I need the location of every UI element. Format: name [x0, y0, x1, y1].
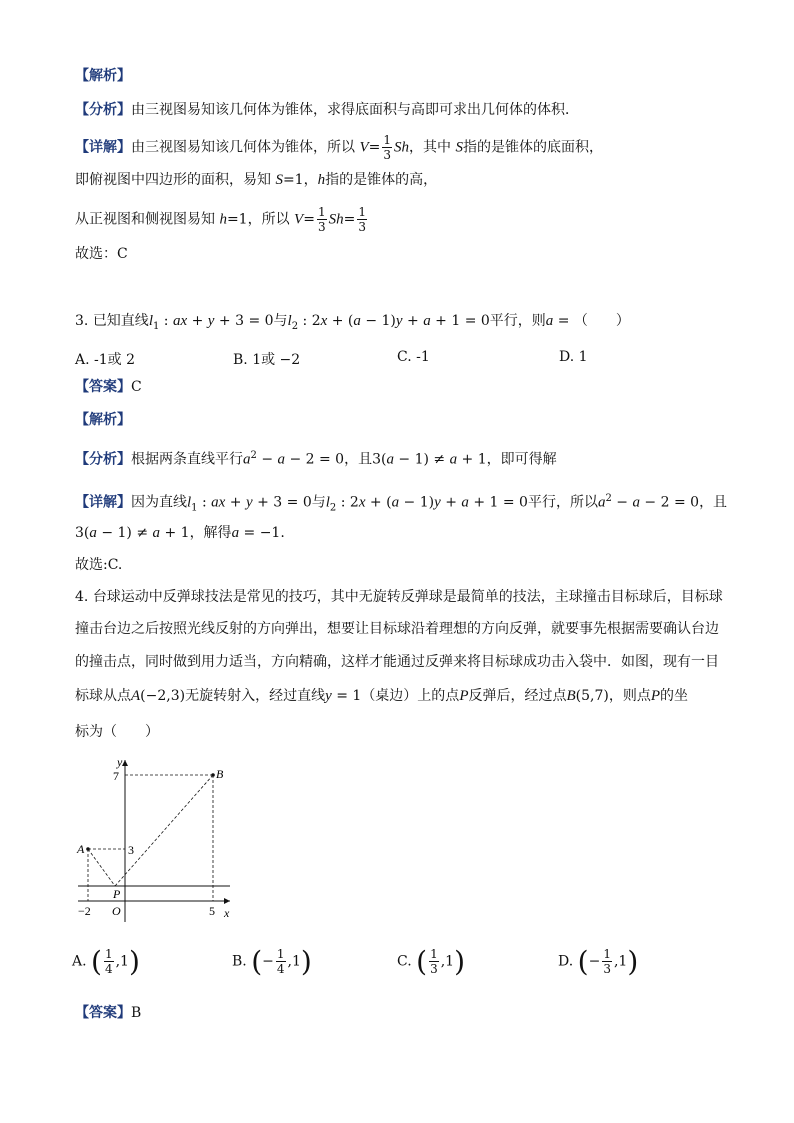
q4-option-d: D. (− $\frac{1}{3}$ ,1) [558, 945, 639, 978]
point-b-label: B [216, 767, 224, 781]
tick-label-5: 5 [209, 904, 215, 918]
reflected-path [115, 775, 213, 886]
q3-option-a: A. -1或 2 [75, 352, 136, 368]
x-axis-label: x [224, 906, 230, 920]
q3-option-c: C. -1 [397, 349, 430, 365]
q4-reflection-figure [70, 752, 240, 927]
q3-option-b: B. 1或 −2 [233, 352, 301, 368]
q4-text-line-3: 的撞击点，同时做到用力适当，方向精确，这样才能通过反弹来将目标球成功击入袋中．如图，现有一目 [75, 654, 719, 670]
q2-detail-line-1: 【详解】由三视图易知该几何体为锥体，所以 V= $\frac{1}{3}$ Sh，其中 S指的是锥体的底面积， [75, 133, 603, 162]
q3-option-d: D. 1 [559, 349, 588, 365]
q4-text-line-5: 标为（ ） [75, 724, 159, 740]
q2-detail-line-2: 即俯视图中四边形的面积，易知 S=1，h指的是锥体的高， [75, 172, 438, 188]
q4-text-line-4: 标球从点A(−2,3)无旋转射入，经过直线y = 1（桌边）上的点P反弹后，经过点B(5,7)，则点P的坐 [75, 688, 689, 704]
tick-label-neg2: −2 [78, 904, 91, 918]
incident-path [88, 849, 115, 886]
q3-answer: 【答案】C [75, 379, 142, 395]
y-axis-label: y [117, 755, 123, 769]
point-b-dot [211, 773, 215, 777]
q4-option-b: B. (− $\frac{1}{4}$ ,1) [232, 945, 312, 978]
q4-option-c: C. ( $\frac{1}{3}$ ,1) [397, 945, 465, 978]
q4-option-a: A. ( $\frac{1}{4}$ ,1) [72, 945, 140, 978]
q4-text-line-2: 撞击台边之后按照光线反射的方向弹出，想要让目标球沿着理想的方向反弹，就要事先根据需要确认台边 [75, 621, 719, 637]
tick-label-7: 7 [113, 769, 119, 783]
q4-text-line-1: 4. 台球运动中反弹球技法是常见的技巧，其中无旋转反弹球是最简单的技法，主球撞击目标球后，目标球 [75, 589, 723, 605]
q3-choice: 故选:C. [75, 557, 123, 573]
origin-label: O [112, 904, 121, 918]
q3-detail-line-2: 3(a − 1) ≠ a + 1，解得a = −1. [75, 525, 285, 541]
q3-analysis: 【分析】根据两条直线平行$a^2 - a - 2 = 0$，且3(a − 1) ≠ a + 1，即可得解 [75, 450, 557, 468]
q2-detail-line-3: 从正视图和侧视图易知 h=1，所以 V= $\frac{1}{3}$ Sh= $\frac{1}{3}$ [75, 205, 366, 234]
point-a-label: A [77, 842, 85, 856]
q3-detail-line-1: 【详解】因为直线$l_1$ : ax + y + 3 = 0与$l_2$ : 2x + (a − 1)y + a + 1 = 0平行，所以$a^2 - a - 2 = 0$，且 [75, 493, 728, 514]
q2-analysis: 【分析】由三视图易知该几何体为锥体，求得底面积与高即可求出几何体的体积． [75, 102, 579, 118]
q3-stem: 3. 已知直线$l_1$ : ax + y + 3 = 0与$l_2$ : 2x + (a − 1)y + a + 1 = 0平行，则a = （ ） [75, 313, 630, 332]
point-p-label: P [113, 887, 121, 901]
q4-answer: 【答案】B [75, 1005, 142, 1021]
q3-jiexi-heading: 【解析】 [75, 412, 131, 428]
q2-jiexi-heading: 【解析】 [75, 68, 131, 84]
tick-label-3: 3 [128, 843, 134, 857]
point-a-dot [86, 847, 90, 851]
q2-choice: 故选：C [75, 246, 128, 262]
